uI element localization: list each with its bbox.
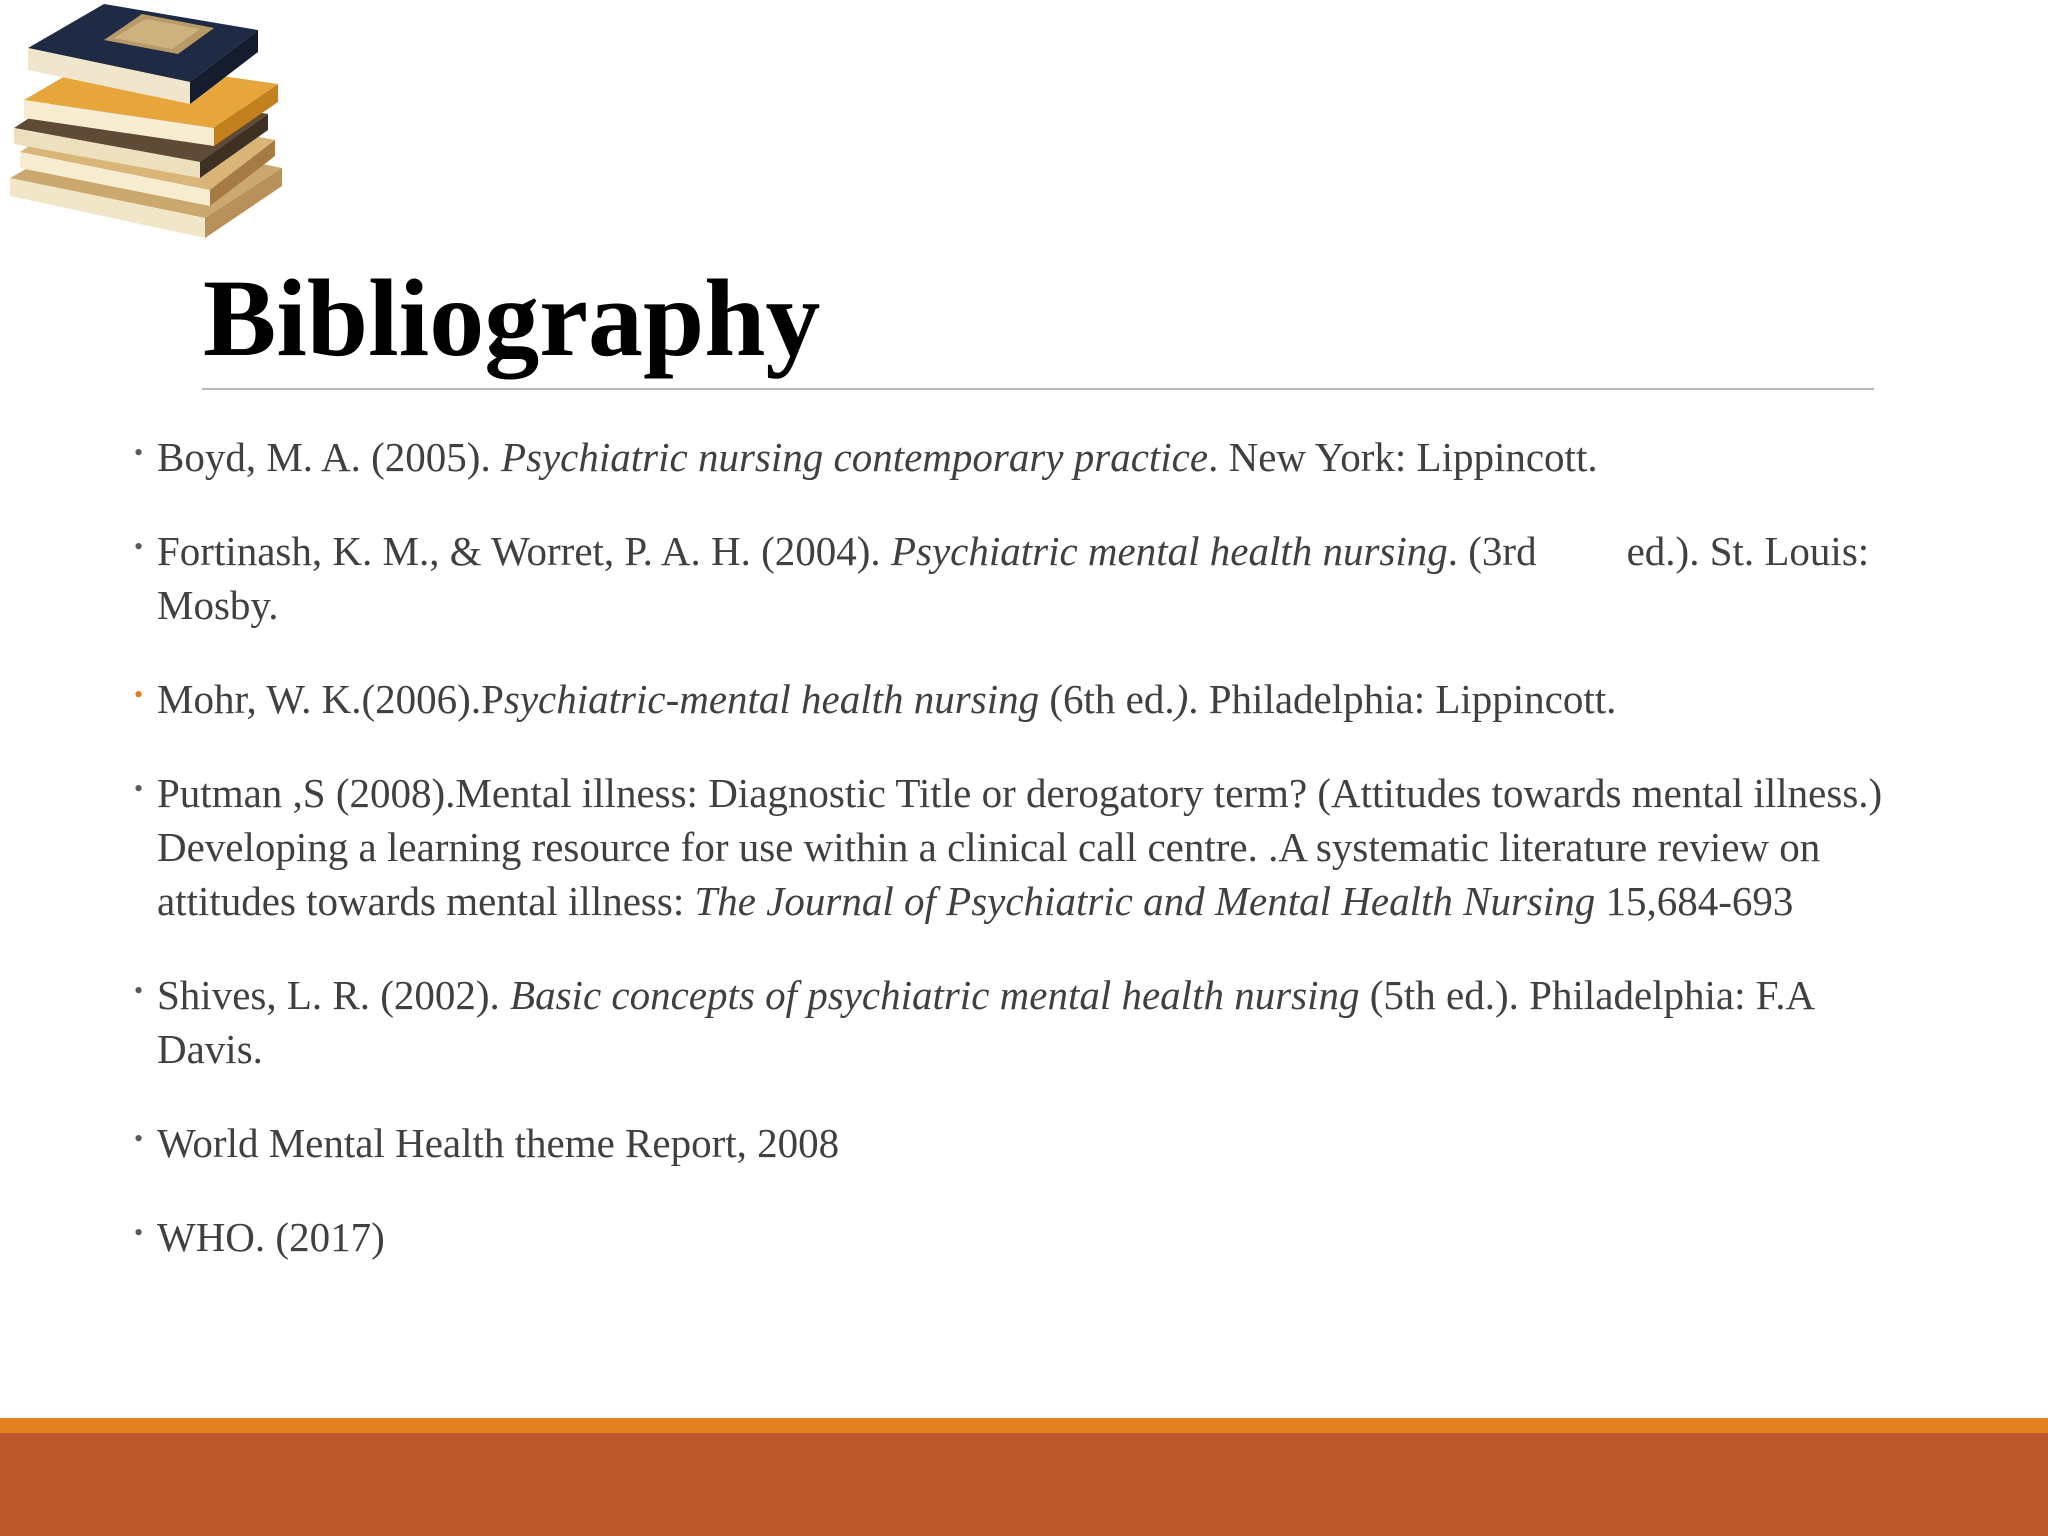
reference-item: • World Mental Health theme Report, 2008: [134, 1116, 1924, 1170]
reference-item: • Shives, L. R. (2002). Basic concepts of psychiatric mental health nursing (5th ed.). Philadelphia: F.A Davis.: [134, 968, 1924, 1076]
footer-accent-stripe: [0, 1418, 2048, 1433]
bullet-dot: •: [134, 1218, 144, 1247]
book-stack-icon: [0, 0, 300, 260]
bullet-dot: •: [134, 532, 144, 561]
footer-bar: [0, 1433, 2048, 1536]
bullet-dot: •: [134, 680, 144, 709]
bullet-dot: •: [134, 1124, 144, 1153]
title-divider: [202, 388, 1874, 390]
bullet-dot: •: [134, 438, 144, 467]
reference-item: • Boyd, M. A. (2005). Psychiatric nursing contemporary practice. New York: Lippincott.: [134, 430, 1924, 484]
reference-item: • Mohr, W. K.(2006).Psychiatric-mental health nursing (6th ed.). Philadelphia: Lippincott.: [134, 672, 1924, 726]
reference-item: • Putman ,S (2008).Mental illness: Diagnostic Title or derogatory term? (Attitudes towards mental illness.) Developing a learning resource for use within a clinical call centre. .A systematic literature review on attitudes towards mental illness: The Journal of Psychiatric and Mental Health Nursing 15,684-693: [134, 766, 1924, 928]
reference-item: • Fortinash, K. M., & Worret, P. A. H. (2004). Psychiatric mental health nursing. (3rd ed.). St. Louis: Mosby.: [134, 524, 1924, 632]
bullet-dot: •: [134, 976, 144, 1005]
reference-list: [134, 430, 1924, 1304]
slide-title: Bibliography: [203, 257, 821, 379]
reference-item: • WHO. (2017): [134, 1210, 1924, 1264]
bullet-dot: •: [134, 774, 144, 803]
